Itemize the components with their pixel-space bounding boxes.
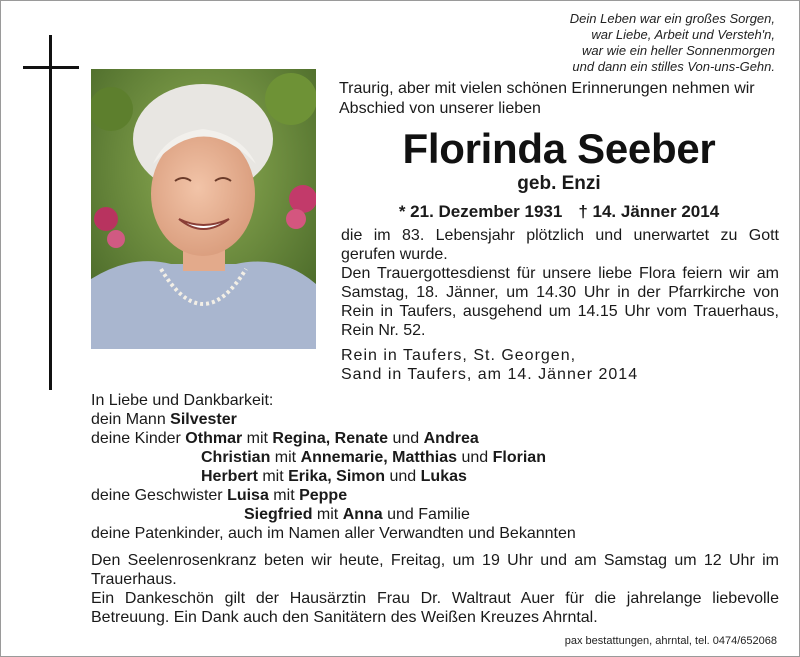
poem [445,11,775,75]
connector-word: mit [242,430,273,447]
family-member: Annemarie, Matthias [300,449,458,466]
funeral-home-credit: pax bestattungen, ahrntal, tel. 0474/652068 [564,635,777,647]
family-row-children [91,448,781,467]
family-heading: In Liebe und Dankbarkeit: [91,392,274,409]
connector-word: und [385,468,421,485]
birth-date: * 21. Dezember 1931 [398,202,563,221]
family-member: Lukas [420,468,467,485]
announcement-body [341,226,779,340]
connector-word: und [457,449,493,466]
family-member: Othmar [185,430,243,447]
connector-word: mit [268,487,300,504]
family-member: Silvester [170,411,237,428]
connector-word: und [388,430,424,447]
family-label: deine Geschwister [91,487,228,504]
family-suffix: und Familie [382,506,470,523]
family-label: dein Mann [91,411,171,428]
connector-word: mit [312,506,343,523]
place-line: Rein in Taufers, St. Georgen, [341,347,577,364]
thanks-text: Ein Dankeschön gilt der Hausärztin Frau Dr. Waltraut Auer für die jahrelange liebevolle Betreuung. Ein Dank auch den Sanitätern des Weißen Kreuzes Ahrntal. [91,590,779,626]
family-member: Christian [201,449,271,466]
family-member: Andrea [423,430,479,447]
family-member: Luisa [227,487,269,504]
age-text: die im 83. Lebensjahr plötzlich und unerwartet zu Gott gerufen wurde. [341,227,779,263]
family-member: Herbert [201,468,258,485]
intro-text: Traurig, aber mit vielen schönen Erinnerungen nehmen wir Abschied von unserer lieben [339,80,755,117]
footer-text [91,551,779,627]
family-member: Peppe [299,487,348,504]
family-member: Erika, Simon [288,468,386,485]
cross-icon [49,35,52,390]
poem-line: war wie ein heller Sonnenmorgen [582,43,775,58]
cross-icon-bar [23,66,79,69]
connector-word: mit [270,449,301,466]
family-member: Florian [492,449,546,466]
family-row-siblings [91,486,781,505]
place-line: Sand in Taufers, am 14. Jänner 2014 [341,366,639,383]
family-list [91,391,781,543]
family-row-children [91,467,781,486]
family-row-husband [91,410,781,429]
connector-word: mit [257,468,289,485]
portrait-photo [91,69,316,349]
family-label: deine Kinder [91,430,186,447]
service-text: Den Trauergottesdienst für unsere liebe Flora feiern wir am Samstag, 18. Jänner, um 14.30 Uhr in der Pfarrkirche von Rein in Taufers, ausgehend um 14.15 Uhr vom Trauerhaus, Rein Nr. 52. [341,265,779,339]
family-member: Regina, Renate [272,430,389,447]
deceased-name: Florinda Seeber [402,125,716,172]
poem-line: Dein Leben war ein großes Sorgen, [569,11,775,26]
family-member: Siegfried [244,506,313,523]
family-row-godchildren: deine Patenkinder, auch im Namen aller Verwandten und Bekannten [91,525,576,542]
life-dates [339,201,779,223]
poem-line: und dann ein stilles Von-uns-Gehn. [572,59,775,74]
rosary-text: Den Seelenrosenkranz beten wir heute, Freitag, um 19 Uhr und am Samstag um 12 Uhr im Trauerhaus. [91,552,779,588]
birth-name: geb. Enzi [517,173,601,194]
place-date [341,346,779,384]
death-date: † 14. Jänner 2014 [578,202,720,221]
family-row-children [91,429,781,448]
family-member: Anna [342,506,383,523]
poem-line: war Liebe, Arbeit und Versteh'n, [591,27,775,42]
family-row-siblings [91,505,781,524]
